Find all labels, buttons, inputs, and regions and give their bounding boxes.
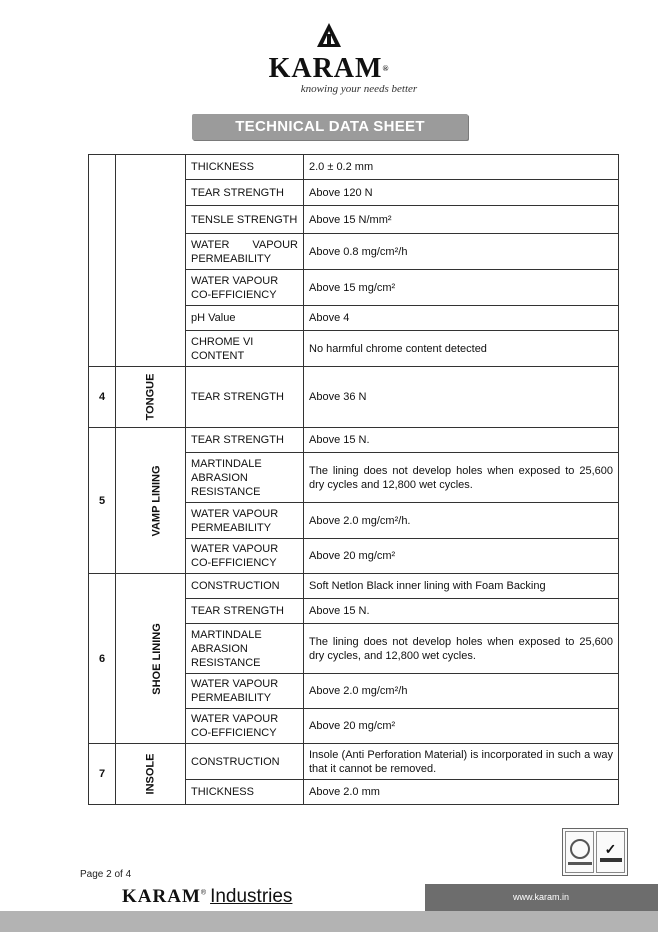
- value-cell: Above 20 mg/cm²: [304, 709, 619, 744]
- property-cell: TEAR STRENGTH: [186, 428, 304, 453]
- brand-logo: [0, 22, 658, 95]
- brand-name: KARAM®: [268, 53, 390, 84]
- value-cell: Above 36 N: [304, 367, 619, 428]
- property-cell: WATER VAPOUR PERMEABILITY: [186, 503, 304, 539]
- value-cell: Soft Netlon Black inner lining with Foam Backing: [304, 574, 619, 599]
- document-title-banner: TECHNICAL DATA SHEET: [192, 114, 468, 140]
- section-name: SHOE LINING: [150, 622, 163, 695]
- table-row: [89, 428, 619, 453]
- spec-table: [88, 154, 619, 805]
- property-cell: pH Value: [186, 306, 304, 331]
- value-cell: Insole (Anti Perforation Material) is incorporated in such a way that it cannot be removed.: [304, 744, 619, 780]
- section-name: TONGUE: [144, 373, 157, 421]
- section-number-cell: 6: [89, 574, 116, 744]
- value-cell: Above 20 mg/cm²: [304, 539, 619, 574]
- iso-certification-icon: [565, 831, 594, 873]
- section-name-cell: [116, 744, 186, 805]
- table-row: [89, 155, 619, 180]
- property-cell: THICKNESS: [186, 155, 304, 180]
- table-row: [89, 367, 619, 428]
- footer-stripe: [0, 911, 658, 932]
- karam-logo-icon: [316, 22, 342, 48]
- property-cell: TEAR STRENGTH: [186, 180, 304, 206]
- property-cell: THICKNESS: [186, 780, 304, 805]
- footer-brand: KARAM® Industries: [122, 886, 293, 907]
- value-cell: Above 15 N.: [304, 599, 619, 624]
- value-cell: Above 4: [304, 306, 619, 331]
- table-row: [89, 744, 619, 780]
- section-name-cell: [116, 155, 186, 367]
- property-cell: TEAR STRENGTH: [186, 367, 304, 428]
- table-row: [89, 574, 619, 599]
- section-name: INSOLE: [144, 753, 157, 795]
- section-name-cell: [116, 367, 186, 428]
- certification-badge: [562, 828, 628, 876]
- section-name: VAMP LINING: [150, 464, 163, 537]
- property-cell: MARTINDALE ABRASION RESISTANCE: [186, 624, 304, 674]
- section-number-cell: 7: [89, 744, 116, 805]
- ukas-certification-icon: ✓: [596, 831, 625, 873]
- value-cell: No harmful chrome content detected: [304, 331, 619, 367]
- section-number-cell: [89, 155, 116, 367]
- property-cell: WATER VAPOUR PERMEABILITY: [186, 234, 304, 270]
- property-cell: WATER VAPOUR CO-EFFICIENCY: [186, 709, 304, 744]
- value-cell: Above 120 N: [304, 180, 619, 206]
- property-cell: WATER VAPOUR CO-EFFICIENCY: [186, 270, 304, 306]
- value-cell: Above 0.8 mg/cm²/h: [304, 234, 619, 270]
- brand-tagline: knowing your needs better: [300, 83, 418, 95]
- website-link[interactable]: www.karam.in: [425, 884, 658, 911]
- property-cell: CHROME VI CONTENT: [186, 331, 304, 367]
- section-number-cell: 5: [89, 428, 116, 574]
- value-cell: Above 15 mg/cm²: [304, 270, 619, 306]
- property-cell: WATER VAPOUR PERMEABILITY: [186, 674, 304, 709]
- value-cell: Above 2.0 mg/cm²/h: [304, 674, 619, 709]
- property-cell: CONSTRUCTION: [186, 744, 304, 780]
- section-number-cell: 4: [89, 367, 116, 428]
- property-cell: MARTINDALE ABRASION RESISTANCE: [186, 453, 304, 503]
- value-cell: Above 15 N/mm²: [304, 206, 619, 234]
- value-cell: 2.0 ± 0.2 mm: [304, 155, 619, 180]
- value-cell: Above 15 N.: [304, 428, 619, 453]
- section-name-cell: [116, 574, 186, 744]
- value-cell: Above 2.0 mg/cm²/h.: [304, 503, 619, 539]
- property-cell: TENSLE STRENGTH: [186, 206, 304, 234]
- property-cell: TEAR STRENGTH: [186, 599, 304, 624]
- value-cell: The lining does not develop holes when exposed to 25,600 dry cycles and 12,800 wet cycles.: [304, 453, 619, 503]
- property-cell: CONSTRUCTION: [186, 574, 304, 599]
- property-cell: WATER VAPOUR CO-EFFICIENCY: [186, 539, 304, 574]
- value-cell: The lining does not develop holes when exposed to 25,600 dry cycles, and 12,800 wet cycles.: [304, 624, 619, 674]
- value-cell: Above 2.0 mm: [304, 780, 619, 805]
- section-name-cell: [116, 428, 186, 574]
- page-number: Page 2 of 4: [80, 869, 132, 880]
